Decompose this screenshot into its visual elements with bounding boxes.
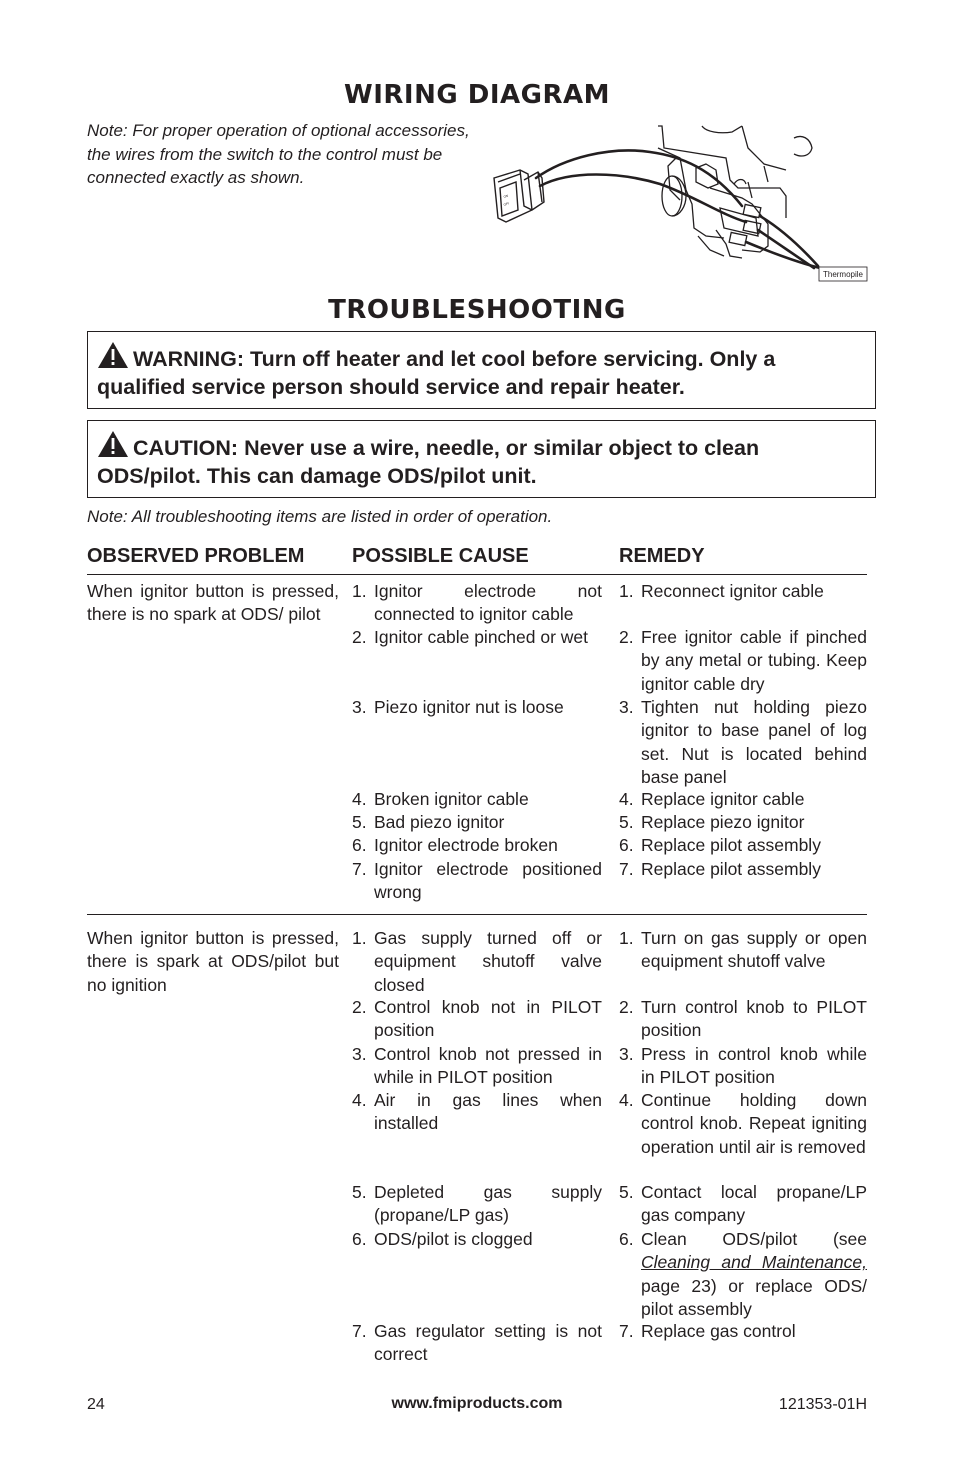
header-possible-cause: POSSIBLE CAUSE: [352, 545, 529, 567]
remedy-2-1: 1. Turn on gas supply or open equipment shutoff valve: [619, 928, 867, 972]
remedy-1-6: 6. Replace pilot assembly: [619, 835, 821, 855]
cause-2-1: 1. Gas supply turned off or equipment shutoff valve closed: [352, 928, 602, 995]
wiring-note: Note: For proper operation of optional accessories, the wires from the switch to the control must be connected exactly as shown.: [87, 121, 470, 187]
troubleshooting-title: TROUBLESHOOTING: [328, 295, 626, 325]
remedy-1-1: 1. Reconnect ignitor cable: [619, 581, 824, 601]
wiring-diagram-illustration: [480, 118, 872, 286]
cause-2-6: 6. ODS/pilot is clogged: [352, 1229, 533, 1249]
caution-box: [87, 420, 876, 498]
remedy-1-3: 3. Tighten nut holding piezo ignitor to base panel of log set. Nut is located behind base panel: [619, 697, 867, 787]
page-number: 24: [87, 1396, 105, 1413]
cause-2-4: 4. Air in gas lines when installed: [352, 1090, 602, 1134]
cause-2-3: 3. Control knob not pressed in while in PILOT position: [352, 1044, 602, 1088]
cause-1-2: 2. Ignitor cable pinched or wet: [352, 627, 589, 647]
remedy-2-6: 6. Clean ODS/pilot (see Cleaning and Maintenance, page 23) or replace ODS/ pilot assembly: [619, 1229, 867, 1319]
header-observed-problem: OBSERVED PROBLEM: [87, 545, 305, 567]
problem-2: When ignitor button is pressed, there is spark at ODS/pilot but no ignition: [87, 928, 339, 995]
wiring-diagram-title: WIRING DIAGRAM: [344, 80, 610, 110]
caution-triangle-icon: [97, 430, 133, 458]
cause-1-1: 1. Ignitor electrode not connected to ignitor cable: [352, 581, 602, 625]
remedy-2-3: 3. Press in control knob while in PILOT position: [619, 1044, 867, 1088]
warning-text: WARNING: Turn off heater and let cool before servicing. Only a qualified service person should service and repair heater.: [97, 347, 776, 399]
warning-triangle-icon: [97, 341, 133, 369]
remedy-2-2: 2. Turn control knob to PILOT position: [619, 997, 867, 1041]
remedy-1-2: 2. Free ignitor cable if pinched by any metal or tubing. Keep ignitor cable dry: [619, 627, 867, 694]
cause-1-6: 6. Ignitor electrode broken: [352, 835, 558, 855]
problem-1: When ignitor button is pressed, there is no spark at ODS/ pilot: [87, 581, 339, 625]
cleaning-maintenance-reference: Cleaning and Maintenance,: [641, 1252, 867, 1273]
remedy-1-7: 7. Replace pilot assembly: [619, 859, 821, 879]
cause-1-3: 3. Piezo ignitor nut is loose: [352, 697, 564, 717]
cause-1-7: 7. Ignitor electrode positioned wrong: [352, 859, 602, 903]
remedy-2-5: 5. Contact local propane/LP gas company: [619, 1182, 867, 1226]
website-url: www.fmiproducts.com: [391, 1395, 563, 1412]
thermopile-label: Thermopile: [822, 270, 864, 279]
header-rule: [87, 574, 867, 575]
cause-2-2: 2. Control knob not in PILOT position: [352, 997, 602, 1041]
cause-1-5: 5. Bad piezo ignitor: [352, 812, 505, 832]
row-divider: [87, 914, 867, 915]
cause-2-7: 7. Gas regulator setting is not correct: [352, 1321, 602, 1365]
document-number: 121353-01H: [778, 1396, 867, 1413]
remedy-2-4: 4. Continue holding down control knob. Repeat igniting operation until air is removed: [619, 1090, 867, 1157]
warning-box: [87, 331, 876, 409]
cause-2-5: 5. Depleted gas supply (propane/LP gas): [352, 1182, 602, 1226]
svg-text:OFF: OFF: [502, 201, 510, 207]
remedy-1-4: 4. Replace ignitor cable: [619, 789, 805, 809]
remedy-2-7: 7. Replace gas control: [619, 1321, 796, 1341]
caution-text: CAUTION: Never use a wire, needle, or similar object to clean ODS/pilot. This can damage ODS/pilot unit.: [97, 436, 760, 488]
cause-1-4: 4. Broken ignitor cable: [352, 789, 529, 809]
svg-text:ON: ON: [502, 193, 509, 199]
header-remedy: REMEDY: [619, 545, 705, 567]
remedy-1-5: 5. Replace piezo ignitor: [619, 812, 805, 832]
troubleshooting-note: Note: All troubleshooting items are listed in order of operation.: [87, 507, 553, 526]
